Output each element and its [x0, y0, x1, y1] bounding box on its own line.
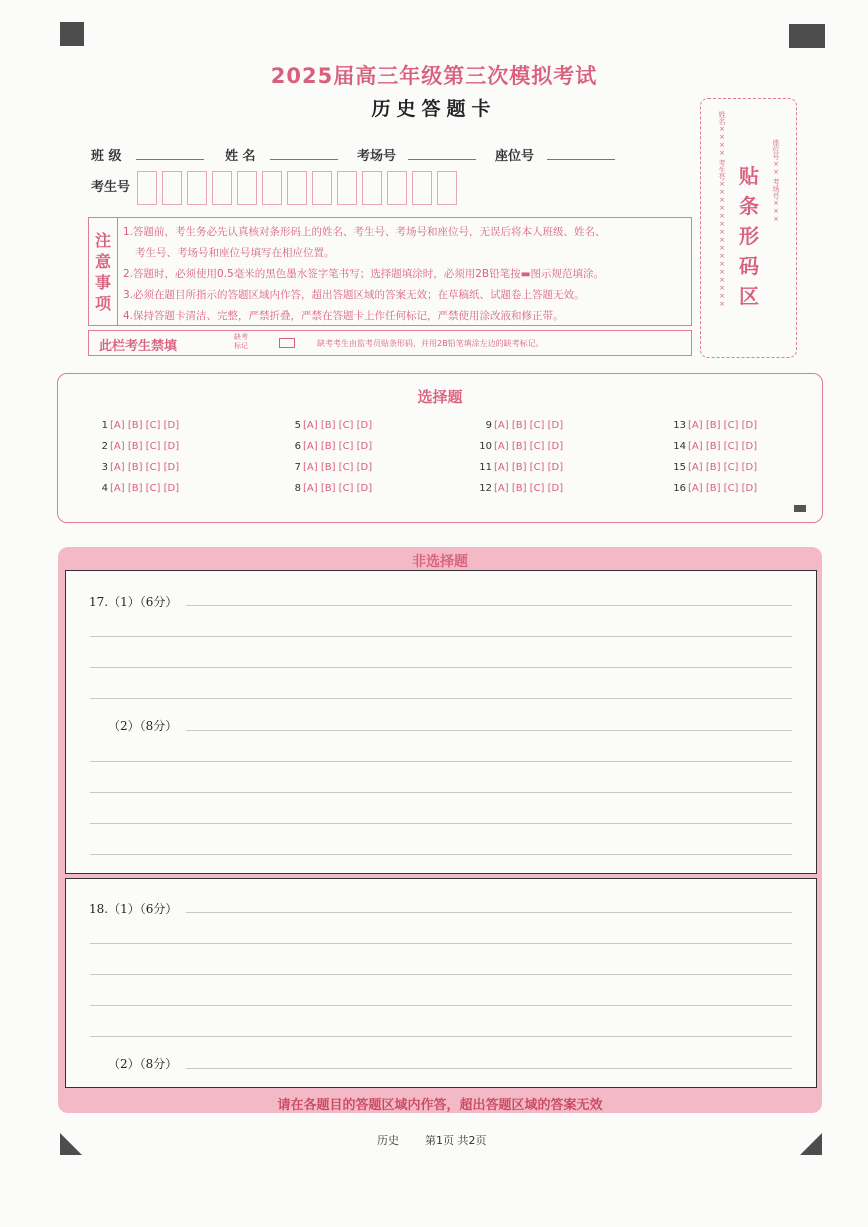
barcode-title: 贴 条 形 码 区: [739, 164, 759, 308]
barcode-sample-text: 姓名×××× 考生号××××××××××××××××: [718, 111, 726, 309]
question-17-part-1-label: 17.（1）（6分）: [89, 595, 178, 609]
registration-mark-top-left: [60, 22, 84, 46]
nonchoice-section-title: 非选择题: [412, 554, 468, 570]
choice-question-6[interactable]: [287, 441, 372, 452]
answer-box-18[interactable]: [65, 878, 817, 1088]
choice-question-number: 15: [673, 462, 686, 473]
id-digit-box[interactable]: [187, 171, 207, 205]
notice-text: [123, 222, 688, 327]
choice-question-1[interactable]: [94, 420, 179, 431]
class-label: 班 级: [91, 149, 122, 164]
id-digit-box[interactable]: [162, 171, 182, 205]
id-digit-box[interactable]: [437, 171, 457, 205]
choice-options[interactable]: [A] [B] [C] [D]: [688, 420, 758, 431]
answer-line[interactable]: [90, 1036, 792, 1037]
absent-mark-checkbox[interactable]: [279, 338, 295, 348]
notice-item: 考生号、考场号和座位号填写在相应位置。: [135, 247, 335, 259]
id-digit-box[interactable]: [137, 171, 157, 205]
notice-item: 1.答题前，考生务必先认真核对条形码上的姓名、考生号、考场号和座位号，无误后将本人班级、姓名、: [123, 226, 606, 238]
answer-line[interactable]: [186, 1068, 792, 1069]
choice-question-number: 3: [101, 462, 108, 473]
id-digit-box[interactable]: [287, 171, 307, 205]
notice-heading: 注 意 事 项: [89, 218, 118, 325]
room-label: 考场号: [357, 149, 397, 164]
room-field[interactable]: [408, 159, 476, 160]
notice-box: [88, 217, 692, 326]
notice-item: 2.答题时，必须使用0.5毫米的黑色墨水签字笔书写；选择题填涂时，必须用2B铅笔按▬图示规范填涂。: [123, 268, 605, 280]
id-digit-box[interactable]: [212, 171, 232, 205]
choice-question-number: 8: [294, 483, 301, 494]
choice-question-4[interactable]: [94, 483, 179, 494]
choice-question-number: 11: [479, 462, 492, 473]
exam-title: 2025届高三年级第三次模拟考试: [270, 64, 598, 88]
answer-line[interactable]: [186, 912, 792, 913]
answer-line[interactable]: [186, 605, 792, 606]
examiner-only-row: [88, 330, 692, 356]
seat-label: 座位号: [495, 149, 535, 164]
answer-line[interactable]: [90, 667, 792, 668]
answer-line[interactable]: [90, 854, 792, 855]
choice-question-number: 2: [101, 441, 108, 452]
answer-line[interactable]: [90, 761, 792, 762]
answer-line[interactable]: [90, 974, 792, 975]
answer-line[interactable]: [90, 792, 792, 793]
id-label: 考生号: [91, 180, 131, 195]
name-label: 姓 名: [225, 149, 256, 164]
choice-question-number: 1: [101, 420, 108, 431]
choice-options[interactable]: [A] [B] [C] [D]: [494, 483, 564, 494]
id-digit-box[interactable]: [412, 171, 432, 205]
id-digit-box[interactable]: [337, 171, 357, 205]
choice-question-12[interactable]: [478, 483, 563, 494]
choice-question-15[interactable]: [672, 462, 757, 473]
choice-options[interactable]: [A] [B] [C] [D]: [303, 441, 373, 452]
answer-area-warning: 请在各题目的答题区域内作答，超出答题区域的答案无效: [277, 1098, 603, 1113]
answer-line[interactable]: [90, 636, 792, 637]
choice-question-7[interactable]: [287, 462, 372, 473]
name-field[interactable]: [270, 159, 338, 160]
choice-options[interactable]: [A] [B] [C] [D]: [688, 483, 758, 494]
answer-line[interactable]: [186, 730, 792, 731]
choice-question-2[interactable]: [94, 441, 179, 452]
choice-options[interactable]: [A] [B] [C] [D]: [303, 462, 373, 473]
choice-question-number: 6: [294, 441, 301, 452]
choice-question-10[interactable]: [478, 441, 563, 452]
answer-line[interactable]: [90, 823, 792, 824]
choice-question-number: 13: [673, 420, 686, 431]
question-18-part-2-label: （2）（8分）: [108, 1057, 178, 1071]
choice-question-number: 7: [294, 462, 301, 473]
registration-mark-bottom-right: [800, 1133, 822, 1155]
answer-box-17[interactable]: [65, 570, 817, 874]
answer-line[interactable]: [90, 943, 792, 944]
barcode-area: [700, 98, 797, 358]
choice-options[interactable]: [A] [B] [C] [D]: [688, 441, 758, 452]
choice-question-5[interactable]: [287, 420, 372, 431]
choice-question-3[interactable]: [94, 462, 179, 473]
id-digit-box[interactable]: [312, 171, 332, 205]
seat-field[interactable]: [547, 159, 615, 160]
choice-options[interactable]: [A] [B] [C] [D]: [494, 441, 564, 452]
choice-options[interactable]: [A] [B] [C] [D]: [688, 462, 758, 473]
choice-question-9[interactable]: [478, 420, 563, 431]
choice-options[interactable]: [A] [B] [C] [D]: [110, 462, 180, 473]
class-field[interactable]: [136, 159, 204, 160]
choice-options[interactable]: [A] [B] [C] [D]: [303, 483, 373, 494]
notice-item: 3.必须在题目所指示的答题区域内作答，超出答题区域的答案无效；在草稿纸、试题卷上答题无效。: [123, 289, 585, 301]
examiner-only-label: 此栏考生禁填: [99, 339, 178, 354]
choice-question-number: 14: [673, 441, 686, 452]
question-18-part-1-label: 18.（1）（6分）: [89, 902, 178, 916]
choice-question-number: 5: [294, 420, 301, 431]
choice-options[interactable]: [A] [B] [C] [D]: [110, 441, 180, 452]
question-17-part-2-label: （2）（8分）: [108, 719, 178, 733]
choice-options[interactable]: [A] [B] [C] [D]: [494, 420, 564, 431]
footer-page-number: 第1页 共2页: [425, 1134, 487, 1147]
timing-mark: [794, 505, 806, 512]
answer-line[interactable]: [90, 1005, 792, 1006]
notice-item: 4.保持答题卡清洁、完整，严禁折叠，严禁在答题卡上作任何标记，严禁使用涂改液和修正带。: [123, 310, 564, 322]
choice-question-11[interactable]: [478, 462, 563, 473]
absent-mark-description: 缺考考生由监考员贴条形码，并用2B铅笔填涂左边的缺考标记。: [317, 339, 544, 348]
choice-question-number: 4: [101, 483, 108, 494]
id-digit-box[interactable]: [262, 171, 282, 205]
id-digit-box[interactable]: [237, 171, 257, 205]
choice-options[interactable]: [A] [B] [C] [D]: [494, 462, 564, 473]
choice-question-number: 9: [485, 420, 492, 431]
choice-question-16[interactable]: [672, 483, 757, 494]
choice-question-number: 12: [479, 483, 492, 494]
id-digit-box[interactable]: [387, 171, 407, 205]
answer-line[interactable]: [90, 698, 792, 699]
absent-mark-label: 缺考标记: [234, 333, 248, 350]
footer-subject: 历史: [377, 1134, 399, 1147]
choice-question-14[interactable]: [672, 441, 757, 452]
card-title: 历史答题卡: [371, 98, 497, 120]
id-digit-box[interactable]: [362, 171, 382, 205]
choice-options[interactable]: [A] [B] [C] [D]: [110, 420, 180, 431]
choice-options[interactable]: [A] [B] [C] [D]: [110, 483, 180, 494]
choice-question-8[interactable]: [287, 483, 372, 494]
barcode-sample-text: 座位号×× 考场号×××: [772, 139, 780, 224]
choice-options[interactable]: [A] [B] [C] [D]: [303, 420, 373, 431]
choice-question-number: 10: [479, 441, 492, 452]
registration-mark-top-right: [789, 24, 825, 48]
registration-mark-bottom-left: [60, 1133, 82, 1155]
choice-question-13[interactable]: [672, 420, 757, 431]
choice-section-title: 选择题: [417, 388, 463, 406]
choice-question-number: 16: [673, 483, 686, 494]
